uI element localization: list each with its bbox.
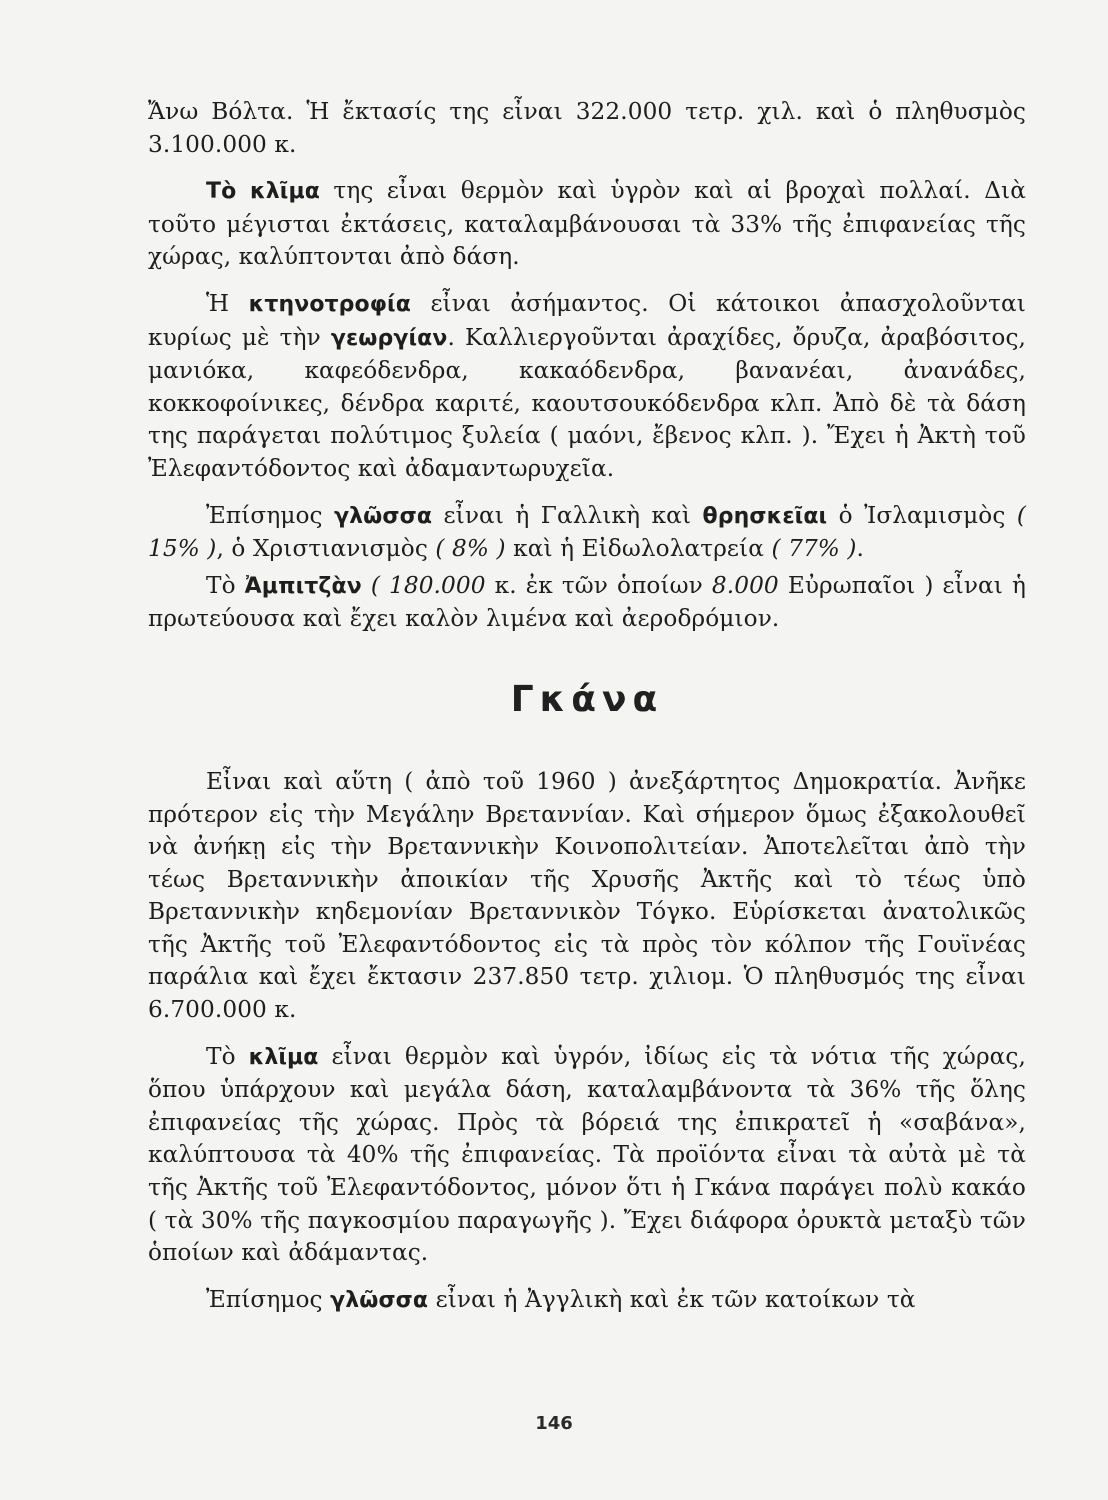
page-number: 146 [535, 1413, 573, 1434]
paragraph-ghana-overview: Εἶναι καὶ αὕτη ( ἀπὸ τοῦ 1960 ) ἀνεξάρτητος Δημοκρατία. Ἀνῆκε πρότερον εἰς τὴν Μεγάλην Βρεταννίαν. Καὶ σήμερον ὅμως ἐξακολουθεῖ νὰ ἀνήκῃ εἰς τὴν Βρεταννικὴν Κοινοπολιτείαν. Ἀποτελεῖται ἀπὸ τὴν τέως Βρεταννικὴν ἀποικίαν τῆς Χρυσῆς Ἀκτῆς καὶ τὸ τέως ὑπὸ Βρεταννικὴν κηδεμονίαν Βρεταννικὸν Τόγκο. Εὑρίσκεται ἀνατολικῶς τῆς Ἀκτῆς τοῦ Ἐλεφαντόδοντος εἰς τὰ πρὸς τὸν κόλπον τῆς Γουϊνέας παράλια καὶ ἔχει ἔκτασιν 237.850 τετρ. χιλιομ. Ὁ πληθυσμός της εἶναι 6.700.000 κ. [148, 767, 1026, 1024]
bold-term: θρησκεῖαι [702, 503, 828, 529]
bold-term: κτηνοτροφία [248, 291, 411, 317]
paragraph-upper-volta-economy: Ἡ κτηνοτροφία εἶναι ἀσήμαντος. Οἱ κάτοικοι ἀπασχολοῦνται κυρίως μὲ τὴν γεωργίαν. Καλλιεργοῦνται ἀραχίδες, ὄρυζα, ἀραβόσιτος, μανιόκα, καφεόδενδρα, κακαόδενδρα, βανανέαι, ἀνανάδες, κοκκοφοίνικες, δένδρα καριτέ, καουτσουκόδενδρα κλπ. Ἀπὸ δὲ τὰ δάση της παράγεται πολύτιμος ξυλεία ( μαόνι, ἔβενος κλπ. ). Ἔχει ἡ Ἀκτὴ τοῦ Ἐλεφαντόδοντος καὶ ἀδαμαντωρυχεῖα. [148, 289, 1027, 482]
section-title: Γκάνα [510, 678, 664, 720]
document-page [148, 96, 1026, 1317]
paragraph-ghana-language: Ἐπίσημος γλῶσσα εἶναι ἡ Ἀγγλικὴ καὶ ἐκ τῶν κατοίκων τὰ [206, 1285, 916, 1313]
paragraph-ghana-climate: Τὸ κλῖμα εἶναι θερμὸν καὶ ὑγρόν, ἰδίως εἰς τὰ νότια τῆς χώρας, ὅπου ὑπάρχουν καὶ μεγάλα δάση, καταλαμβάνοντα τὰ 36% τῆς ὅλης ἐπιφανείας τῆς χώρας. Πρὸς τὰ βόρειά της ἐπικρατεῖ ἡ «σαβάνα», καλύπτουσα τὰ 40% τῆς ἐπιφανείας. Τὰ προϊόντα εἶναι τὰ αὐτὰ μὲ τὰ τῆς Ἀκτῆς τοῦ Ἐλεφαντόδοντος, μόνον ὅτι ἡ Γκάνα παράγει πολὺ κακάο ( τὰ 30% τῆς παγκοσμίου παραγωγῆς ). Ἔχει διάφορα ὀρυκτὰ μεταξὺ τῶν ὁποίων καὶ ἀδάμαντας. [148, 1042, 1026, 1267]
paragraph-upper-volta-language: Ἐπίσημος γλῶσσα εἶναι ἡ Γαλλικὴ καὶ θρησκεῖαι ὁ Ἰσλαμισμὸς ( 15% ), ὁ Χριστιανισμὸς ( 8% ) καὶ ἡ Εἰδωλολατρεία ( 77% ). [148, 501, 1026, 563]
paragraph-upper-volta-area: Ἄνω Βόλτα. Ἡ ἔκτασίς της εἶναι 322.000 τετρ. χιλ. καὶ ὁ πληθυσμὸς 3.100.000 κ. [148, 98, 1026, 158]
bold-term: γλῶσσα [334, 503, 433, 529]
bold-term: Τὸ κλῖμα [206, 179, 320, 205]
paragraph-upper-volta-capital: Τὸ Ἀμπιτζὰν ( 180.000 κ. ἐκ τῶν ὁποίων 8.000 Εὐρωπαῖοι ) εἶναι ἡ πρωτεύουσα καὶ ἔχει καλὸν λιμένα καὶ ἀεροδρόμιον. [148, 571, 1026, 633]
paragraph-upper-volta-climate: Τὸ κλῖμα της εἶναι θερμὸν καὶ ὑγρὸν καὶ αἱ βροχαὶ πολλαί. Διὰ τοῦτο μέγισται ἐκτάσεις, καταλαμβάνουσαι τὰ 33% τῆς ἐπιφανείας τῆς χώρας, καλύπτονται ἀπὸ δάση. [148, 177, 1026, 271]
bold-term: γλῶσσα [330, 1287, 429, 1313]
bold-term: Ἀμπιτζὰν [244, 573, 362, 599]
bold-term: κλῖμα [248, 1044, 319, 1070]
bold-term: γεωργίαν [330, 325, 448, 351]
